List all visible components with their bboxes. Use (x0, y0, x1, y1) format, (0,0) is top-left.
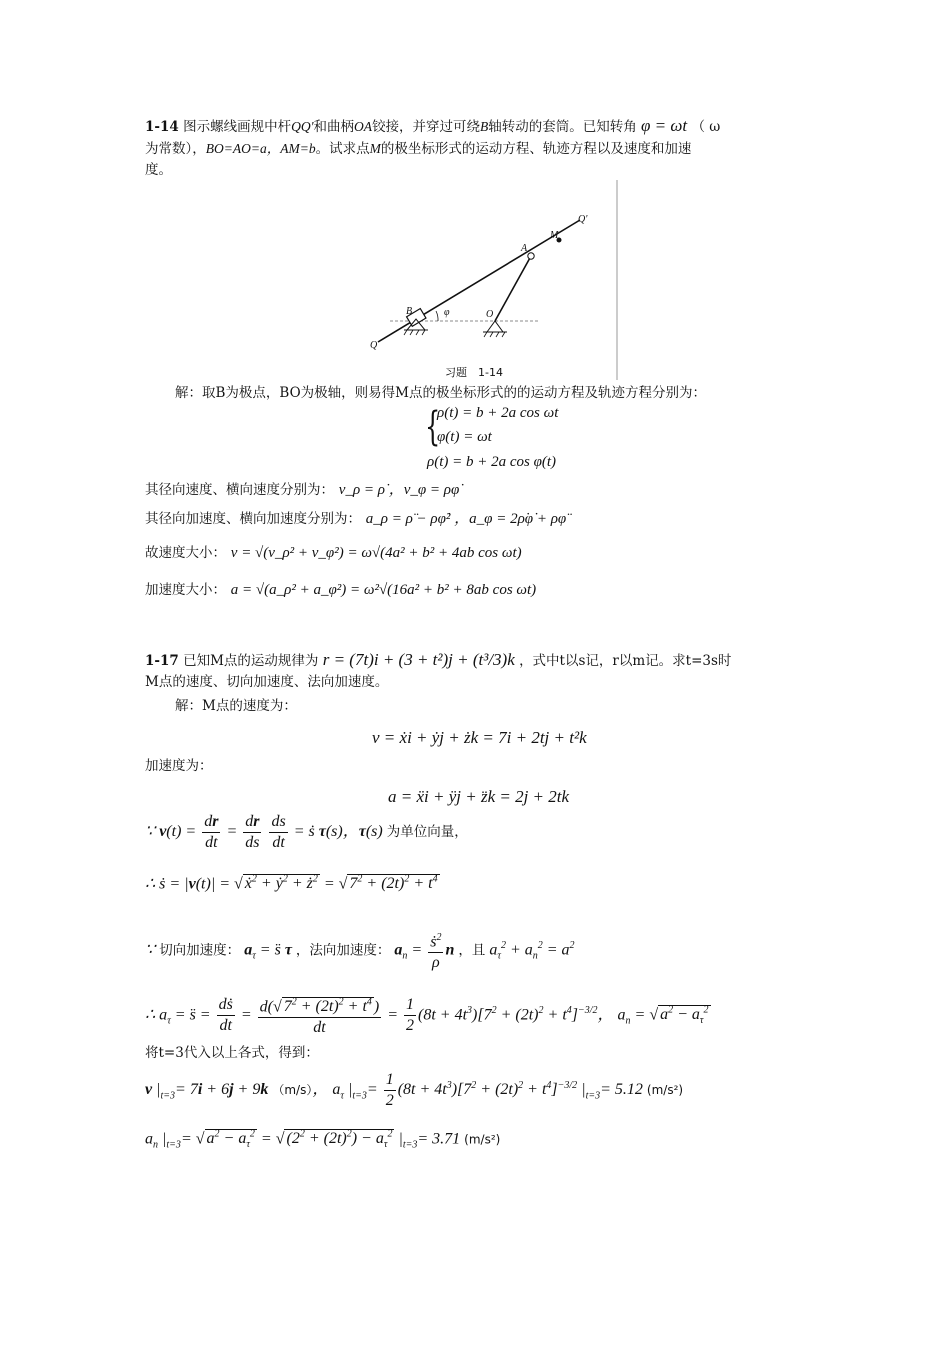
solution-114-intro: 解：取B为极点，BO为极轴，则易得M点的极坐标形式的的运动方程及轨迹方程分别为： (175, 385, 706, 401)
tangential-acceleration-derivation: ∴ $a_\tau$ = s̈ = $\frac{\text{dṡ}}{dt}$ = $\frac{d(√ 7^2 + (2t)^2 + t^4 )}{dt}$ = $\frac{1}{2}$ $(8t + 4t^3)[7^2 + (2t)^2 + t^4]^{-3/2}$， $a_n$ = √ $a^2 - a_\tau^2$ (145, 996, 709, 1037)
formula: v_ρ = ρ̇ ，v_φ = ρφ̇ (338, 482, 460, 498)
crank-oa (495, 256, 531, 321)
text: 和曲柄 (313, 119, 354, 135)
tangential-acceleration-value: 5.12 (614, 1081, 643, 1099)
label-phi: φ (444, 307, 450, 318)
results-velocity-tangential: v $|_{t=3}= 7i + 6j + 9k$ （m/s）， $a_\tau$ $|_{t=3}=$ $\frac{1}{2}$ $(8t + 4t^3)[7^2 + (2t)^2 + t^4]^{-3/2}$ $|_{t=3}= 5.12$ (m/s²) (145, 1071, 684, 1109)
text: （ ω (691, 119, 721, 135)
text: 故速度大小： (145, 545, 226, 561)
joint-a (528, 253, 534, 259)
problem-number: 1-14 (145, 119, 179, 135)
text: 为常数）， (145, 141, 206, 157)
angle-arc (436, 311, 438, 321)
text: ，法向加速度： (295, 942, 391, 959)
text: ，式中t以s记，r以m记。求t=3s时 (519, 653, 732, 669)
label-o: O (486, 309, 494, 320)
acceleration-equation: a = ẍi + ÿj + z̈k = 2j + 2tk (388, 787, 570, 806)
text: 轴转动的套筒。已知转角 (488, 119, 637, 135)
label-q-prime: Q' (578, 214, 588, 225)
mechanism-figure (360, 180, 630, 385)
text: QQ' (291, 119, 314, 134)
text: 切向加速度： (159, 942, 241, 959)
text: BO=AO=a，AM=b (205, 141, 316, 156)
pivot-o (483, 321, 507, 337)
label-a: A (521, 243, 528, 254)
label-b: B (406, 306, 413, 317)
text: M (369, 141, 381, 156)
equation-rho: ρ(t) = b + 2a cos ωt (437, 405, 559, 421)
text: OA (353, 119, 372, 134)
acceleration-label: 加速度为： (145, 758, 213, 774)
text: 铰接，并穿过可绕 (371, 119, 480, 135)
solution-117-intro: 解：M点的速度为： (175, 698, 297, 714)
problem-117-statement (145, 649, 810, 693)
formula: a = √(a_ρ² + a_φ²) = ω²√(16a² + b² + 8ab cos ωt) (230, 582, 537, 598)
text: 加速度大小： (145, 582, 226, 598)
text: ，且 (458, 942, 486, 959)
problem-114-statement (145, 115, 805, 181)
figure-caption: 习题 1-14 (445, 366, 503, 379)
text: B (479, 119, 489, 134)
acceleration-decomposition: ∵ 切向加速度： $a_\tau$ = s̈ τ ，法向加速度： $a_n$ = $\frac{ṡ^2}{\rho}$ n ，且 $a_\tau^2 + a_n^2 = a^2$ (145, 932, 575, 972)
text: 已知M点的运动规律为 (183, 653, 319, 669)
text: 为单位向量， (386, 824, 468, 841)
equation-phi: φ(t) = ωt (437, 429, 492, 445)
text: 其径向加速度、横向加速度分别为： (145, 511, 361, 527)
text: 的极坐标形式的运动方程、轨迹方程以及速度和加速 (380, 141, 692, 157)
acceleration-components (145, 507, 566, 530)
text: 。试求点 (315, 141, 370, 157)
formula: φ = ωt (641, 116, 688, 135)
trajectory-equation: ρ(t) = b + 2a cos φ(t) (427, 454, 557, 470)
speed-magnitude (145, 541, 522, 564)
speed-derivation: ∴ ṡ = |v(t)| = √ ẋ$^2$ + ẏ$^2$ + $ż^2$ = √ $7^2 + (2t)^2 + t^4$ (145, 874, 438, 893)
label-q: Q (370, 340, 378, 351)
formula: v = √(v_ρ² + v_φ²) = ω√(4a² + b² + 4ab cos ωt) (230, 545, 522, 561)
motion-law: r = (7t)i + (3 + t²)j + (t³/3)k (322, 650, 515, 669)
text: M点的速度、切向加速度、法向加速度。 (145, 674, 389, 690)
unit: (m/s²) (464, 1132, 501, 1147)
acceleration-magnitude (145, 578, 536, 601)
normal-acceleration-value: 3.71 (432, 1130, 461, 1148)
problem-number: 1-17 (145, 653, 179, 669)
text: 度。 (145, 162, 172, 178)
velocity-derivation: ∵ v(t) = $\frac{dr}{dt}$ = $\frac{dr}{ds}$ $\frac{ds}{dt}$ = ṡ τ(s)，τ(s) 为单位向量， (145, 813, 468, 851)
results-normal: $a_n$ $|_{t=3}=$ √ $a^2 - a_\tau^2$ = √ $(2^2 + (2t)^2) - a_\tau^2$ $|_{t=3}= 3.71$ (m/s²) (145, 1129, 501, 1151)
text: 图示螺线画规中杆 (183, 119, 292, 135)
velocity-equation: v = ẋi + ẏj + żk = 7i + 2tj + t²k (372, 728, 587, 747)
substitution-label: 将t=3代入以上各式，得到： (145, 1045, 319, 1061)
unit: (m/s²) (646, 1083, 684, 1098)
label-m: M (550, 230, 559, 241)
brace: { (425, 404, 441, 450)
unit: （m/s） (272, 1083, 313, 1098)
velocity-components (145, 478, 459, 501)
formula: a_ρ = ρ̈ − ρφ̇² ，a_φ = 2ρ̇φ̇ + ρφ̈ (365, 511, 567, 527)
text: 其径向速度、横向速度分别为： (145, 482, 334, 498)
